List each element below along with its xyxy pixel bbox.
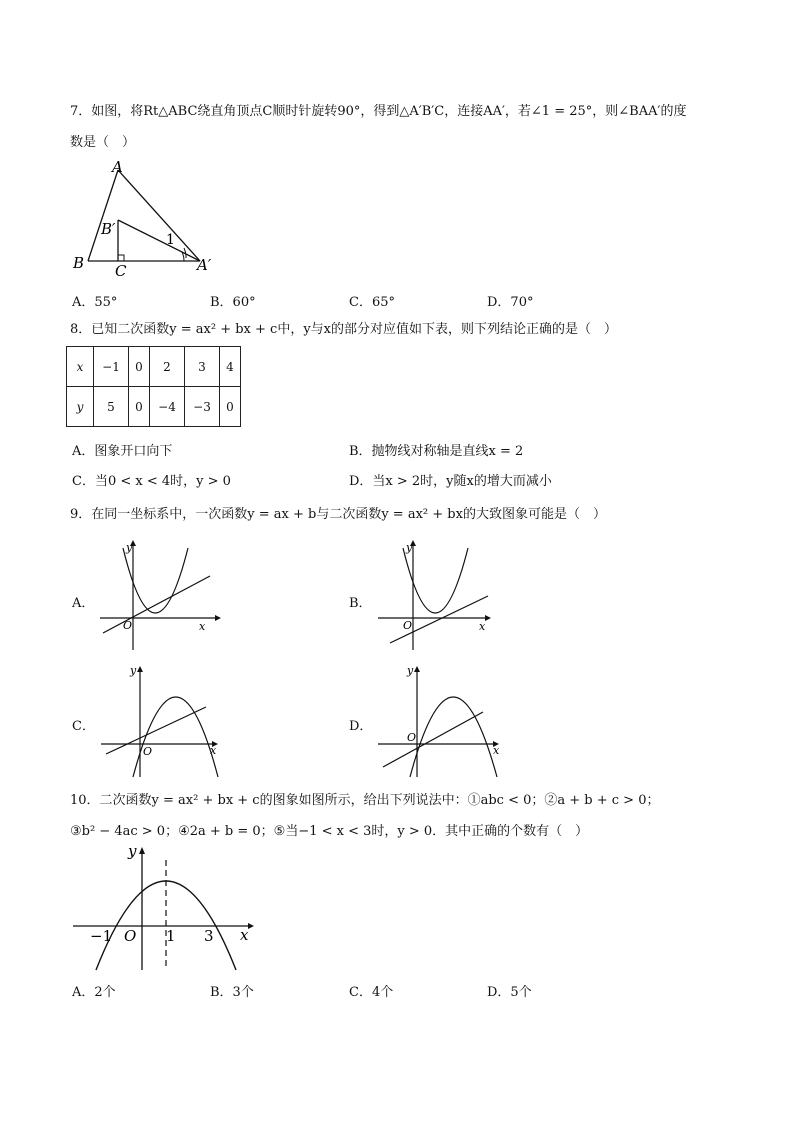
q8-option-c[interactable]: C．当0 < x < 4时，y > 0 (72, 474, 231, 489)
q10-tick-three: 3 (204, 927, 214, 945)
q7-label-C: C (115, 262, 127, 280)
table-cell: −4 (150, 387, 185, 427)
q9-stem: 9．在同一坐标系中，一次函数y = ax + b与二次函数y = ax² + bx的大致图象可能是（ ） (70, 507, 606, 522)
q9-graph-a (95, 538, 225, 653)
q9-option-a-label[interactable]: A． (72, 596, 95, 611)
axis-x-label: x (210, 744, 217, 757)
q7-option-b[interactable]: B．60° (210, 295, 256, 310)
q10-option-a[interactable]: A．2个 (72, 985, 116, 1000)
axis-origin-label: O (407, 731, 417, 744)
q7-label-angle1: 1 (166, 232, 175, 248)
q9-option-d-label[interactable]: D． (349, 719, 373, 734)
table-cell: −1 (94, 347, 129, 387)
table-cell: 3 (185, 347, 220, 387)
q9-graph-d (375, 662, 515, 780)
q7-option-c[interactable]: C．65° (349, 295, 395, 310)
q7-label-A: A (112, 160, 123, 176)
q9-graph-b (375, 538, 505, 653)
q8-stem: 8．已知二次函数y = ax² + bx + c中，y与x的部分对应值如下表，则下列结论正确的是（ ） (70, 322, 617, 337)
q7-option-a[interactable]: A．55° (72, 295, 118, 310)
table-cell: x (67, 347, 94, 387)
axis-origin-label: O (143, 745, 153, 758)
q9-graph-c (98, 662, 228, 780)
table-cell: 5 (94, 387, 129, 427)
axis-y-label: y (126, 541, 133, 554)
axis-y-label: y (130, 664, 137, 677)
q10-stem-line2: ③b² − 4ac > 0；④2a + b = 0；⑤当−1 < x < 3时，y > 0．其中正确的个数有（ ） (70, 824, 589, 839)
table-cell: y (67, 387, 94, 427)
q7-stem-line1: 7．如图，将Rt△ABC绕直角顶点C顺时针旋转90°，得到△A′B′C，连接AA′，若∠1 = 25°，则∠BAA′的度 (70, 104, 687, 119)
table-cell: −3 (185, 387, 220, 427)
q10-origin-label: O (124, 927, 137, 945)
q8-option-b[interactable]: B．抛物线对称轴是直线x = 2 (349, 444, 524, 459)
axis-y-label: y (406, 541, 413, 554)
q7-stem-line2: 数是（ ） (70, 135, 136, 150)
axis-origin-label: O (123, 619, 133, 632)
q8-option-d[interactable]: D．当x > 2时，y随x的增大而减小 (349, 474, 552, 489)
axis-x-label: x (479, 620, 486, 633)
q10-parabola-figure (70, 840, 260, 972)
q10-option-b[interactable]: B．3个 (210, 985, 254, 1000)
axis-y-label: y (407, 664, 414, 677)
q7-triangle-figure (70, 160, 230, 280)
q10-tick-one: 1 (166, 927, 176, 945)
q7-label-Bprime: B′ (101, 220, 116, 238)
q9-option-b-label[interactable]: B． (349, 596, 372, 611)
q9-option-c-label[interactable]: C． (72, 719, 95, 734)
axis-origin-label: O (403, 619, 413, 632)
table-cell: 0 (129, 387, 150, 427)
q7-label-Aprime: A′ (197, 256, 212, 274)
q10-x-axis-label: x (240, 926, 249, 944)
q10-tick-minus-one: −1 (90, 927, 113, 945)
q7-label-B: B (73, 254, 85, 272)
table-cell: 2 (150, 347, 185, 387)
q10-stem-line1: 10．二次函数y = ax² + bx + c的图象如图所示，给出下列说法中：①abc < 0；②a + b + c > 0； (70, 793, 660, 808)
table-cell: 0 (129, 347, 150, 387)
q10-option-d[interactable]: D．5个 (487, 985, 532, 1000)
q8-option-a[interactable]: A．图象开口向下 (72, 444, 173, 459)
q7-option-d[interactable]: D．70° (487, 295, 534, 310)
table-row (67, 387, 241, 427)
axis-x-label: x (199, 620, 206, 633)
axis-x-label: x (493, 744, 500, 757)
q8-value-table (66, 346, 241, 427)
table-row (67, 347, 241, 387)
q10-option-c[interactable]: C．4个 (349, 985, 394, 1000)
q10-y-axis-label: y (128, 842, 137, 860)
table-cell: 4 (220, 347, 241, 387)
table-cell: 0 (220, 387, 241, 427)
